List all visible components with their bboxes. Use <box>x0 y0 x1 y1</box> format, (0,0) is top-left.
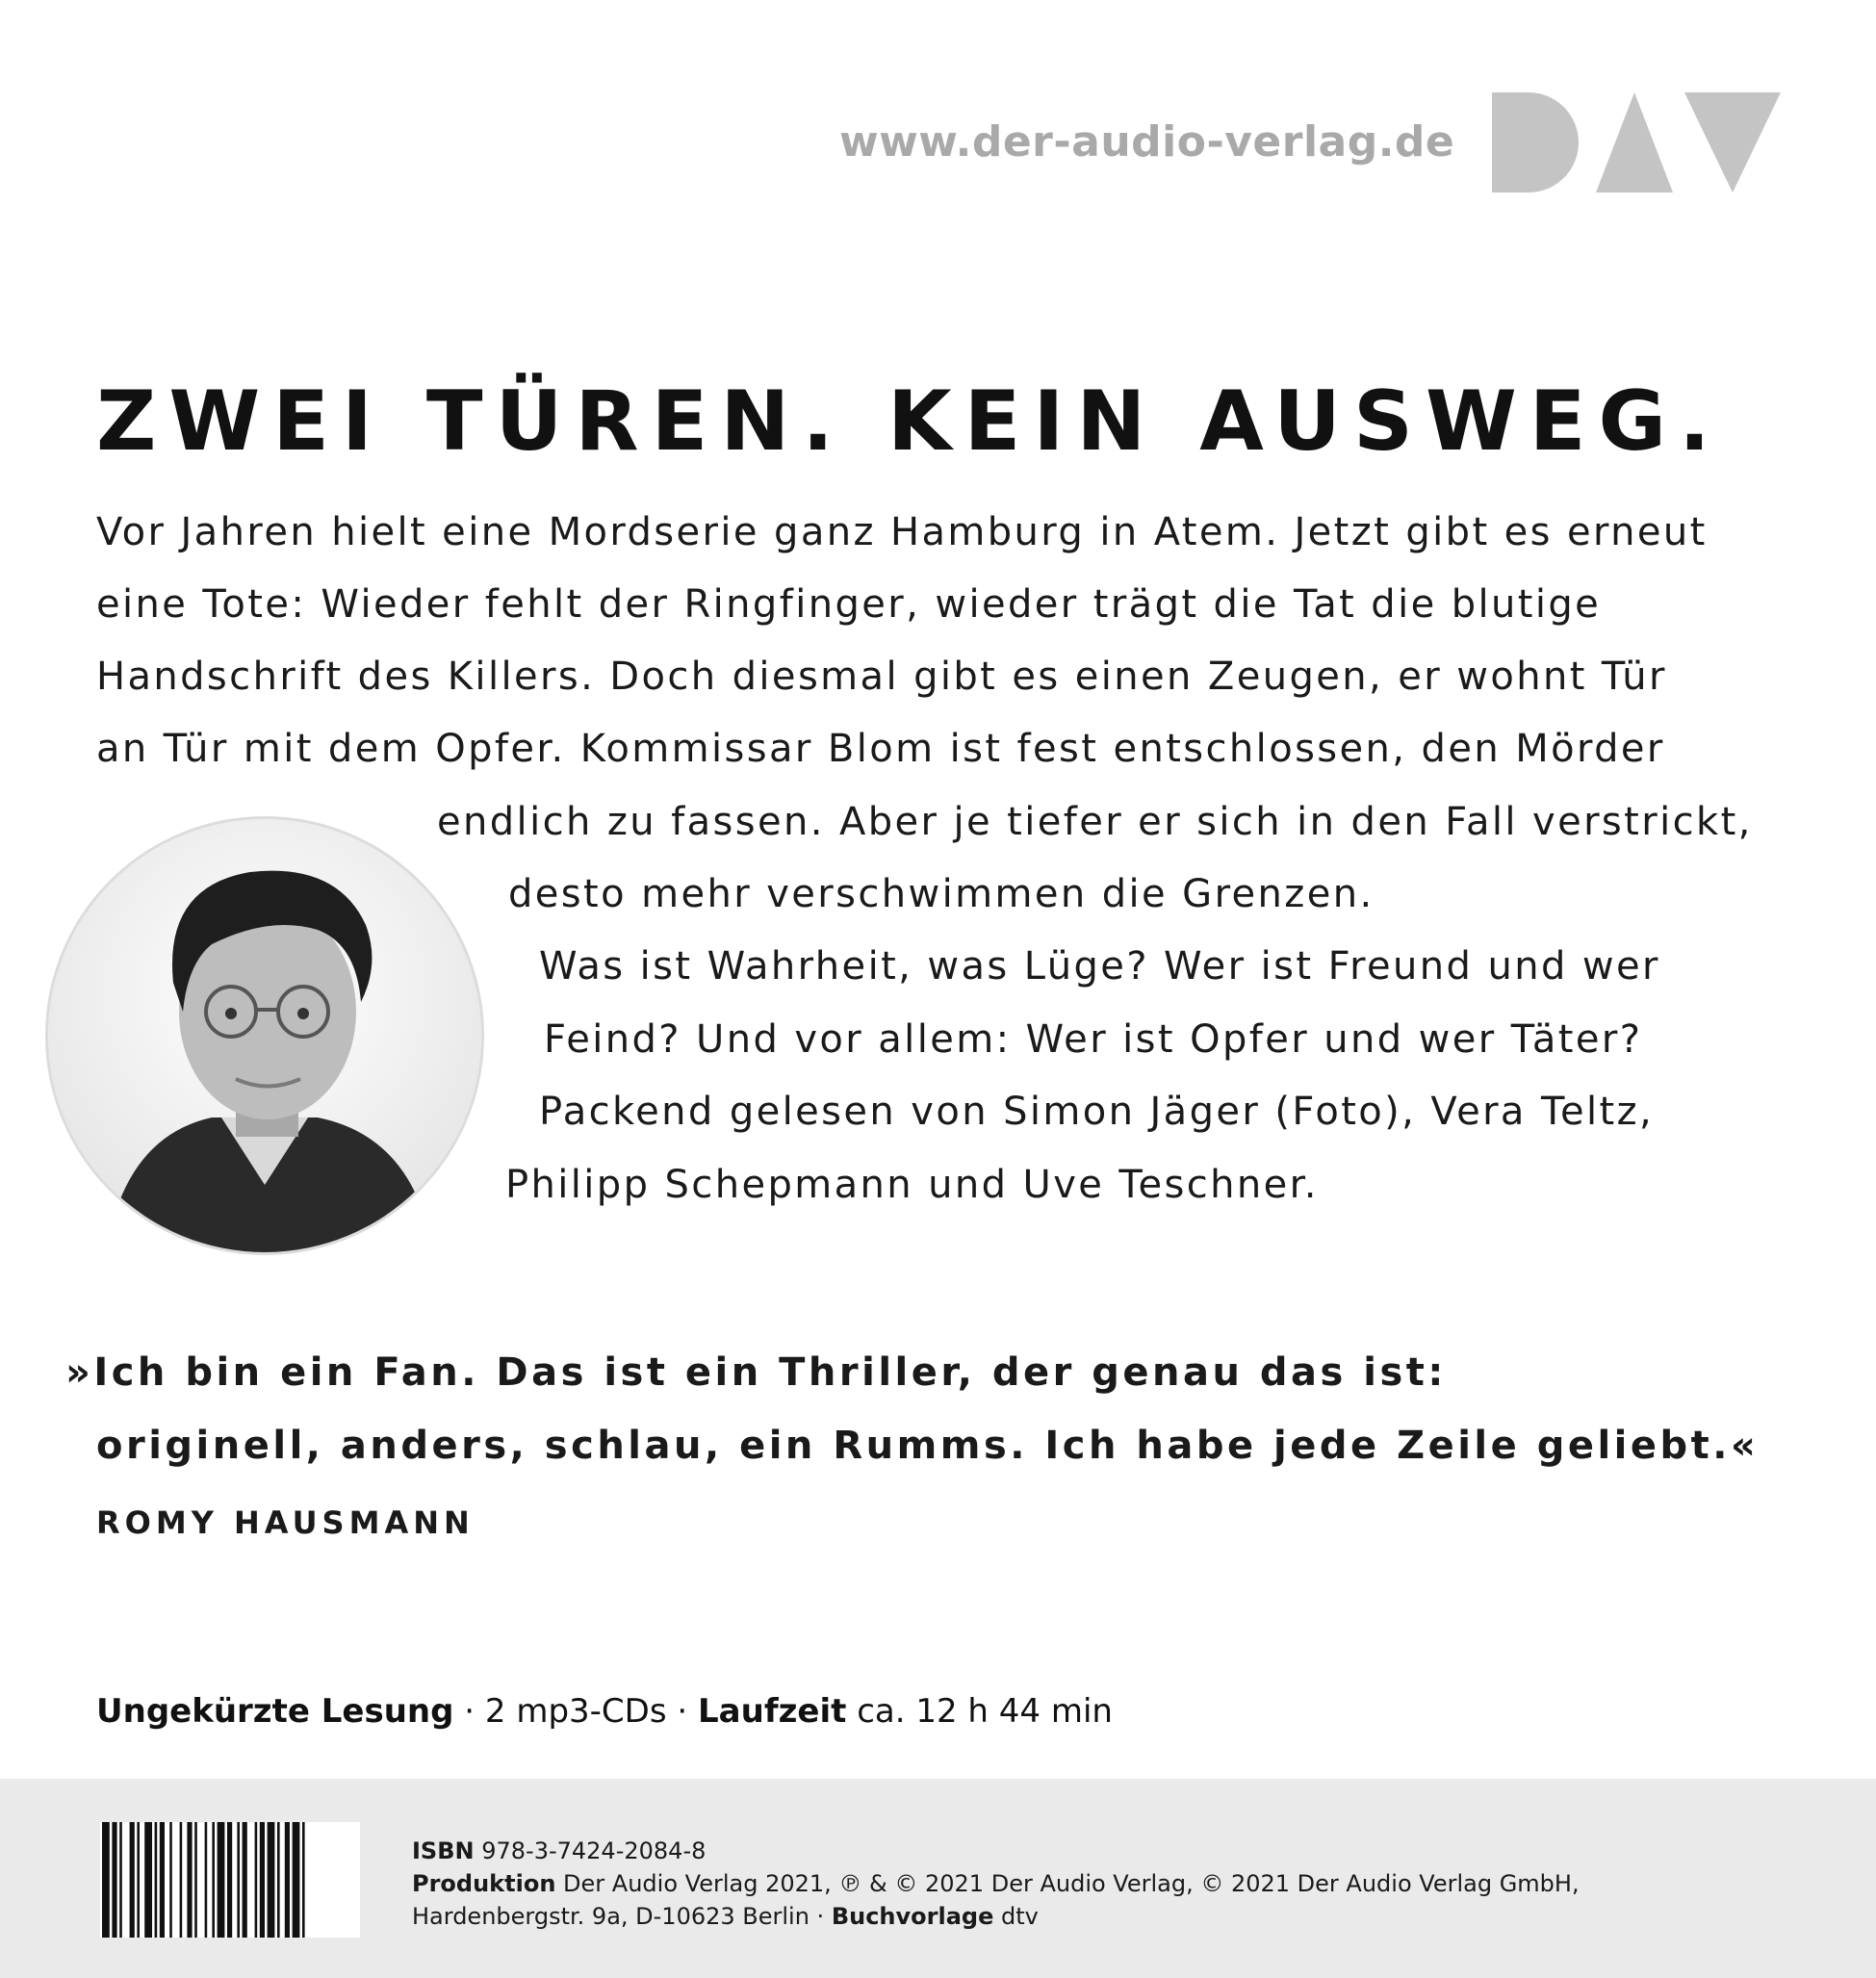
source-value: dtv <box>993 1903 1039 1930</box>
portrait-photo <box>45 816 484 1255</box>
separator: · <box>453 1692 485 1731</box>
barcode-icon <box>100 1822 360 1938</box>
address: Hardenbergstr. 9a, D-10623 Berlin · <box>412 1903 832 1930</box>
runtime-label: Laufzeit <box>698 1692 847 1731</box>
blurb-line: an Tür mit dem Opfer. Kommissar Blom ist fest entschlossen, den Mörder <box>96 727 1665 771</box>
dav-logo-icon <box>1492 92 1781 193</box>
publisher-url[interactable]: www.der-audio-verlag.de <box>839 117 1455 167</box>
blurb-line: Packend gelesen von Simon Jäger (Foto), Vera Teltz, <box>539 1090 1655 1134</box>
format-value: 2 mp3-CDs <box>484 1692 667 1731</box>
production-value: Der Audio Verlag 2021, ℗ & © 2021 Der Audio Verlag, © 2021 Der Audio Verlag GmbH, <box>555 1870 1580 1897</box>
blurb-line: Vor Jahren hielt eine Mordserie ganz Hamburg in Atem. Jetzt gibt es erneut <box>96 510 1708 554</box>
production-line <box>412 1867 1580 1900</box>
blurb-line: desto mehr verschwimmen die Grenzen. <box>508 872 1375 916</box>
blurb-line: endlich zu fassen. Aber je tiefer er sich in den Fall verstrickt, <box>437 800 1753 844</box>
separator: · <box>666 1692 699 1731</box>
blurb-line: Handschrift des Killers. Doch diesmal gibt es einen Zeugen, er wohnt Tür <box>96 655 1667 699</box>
blurb-line: Was ist Wahrheit, was Lüge? Wer ist Freund und wer <box>539 944 1660 989</box>
isbn-value: 978-3-7424-2084-8 <box>474 1837 707 1864</box>
blurb-line: eine Tote: Wieder fehlt der Ringfinger, wieder trägt die Tat die blutige <box>96 582 1602 627</box>
edition-info <box>96 1692 1113 1731</box>
production-label: Produktion <box>412 1870 556 1897</box>
review-quote-line: originell, anders, schlau, ein Rumms. Ich habe jede Zeile geliebt.« <box>96 1424 1760 1468</box>
quote-author: ROMY HAUSMANN <box>96 1504 475 1541</box>
imprint <box>412 1835 1580 1933</box>
runtime-value: ca. 12 h 44 min <box>846 1692 1113 1731</box>
isbn-line <box>412 1835 1580 1867</box>
edition-label: Ungekürzte Lesung <box>96 1692 454 1731</box>
review-quote-line: »Ich bin ein Fan. Das ist ein Thriller, der genau das ist: <box>65 1350 1447 1395</box>
headline: ZWEI TÜREN. KEIN AUSWEG. <box>96 373 1723 470</box>
isbn-label: ISBN <box>412 1837 475 1864</box>
blurb-line: Feind? Und vor allem: Wer ist Opfer und wer Täter? <box>544 1017 1643 1062</box>
address-line <box>412 1900 1580 1933</box>
source-label: Buchvorlage <box>831 1903 994 1930</box>
blurb-line: Philipp Schepmann und Uve Teschner. <box>505 1163 1319 1207</box>
